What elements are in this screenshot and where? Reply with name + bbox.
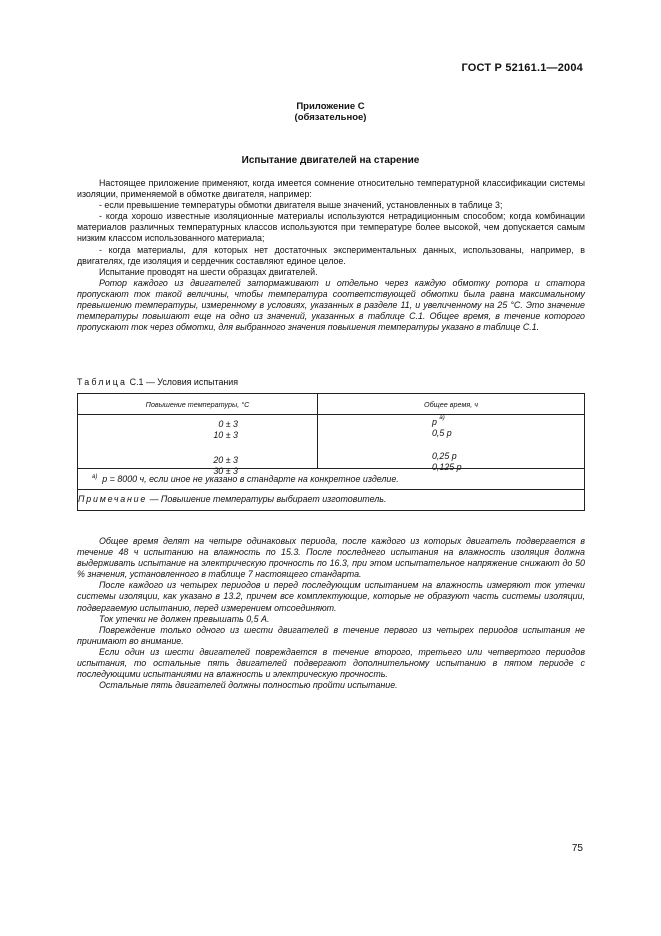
paragraph: Ротор каждого из двигателей затормаживают и отдельно через каждую обмотку ротора и статора пропускают ток такой величины, чтобы температура соответствующей обмотки была равна максимальному превышению температуры, измеренному в условиях, указанных в разделе 11, и увеличенному на 25 °С. Это значение температуры повышают еще на одно из значений, указанных в таблице С.1. Общее время, в течение которого пропускают ток через обмотки, для выбранного значения повышения температуры указано в таблице С.1. [77,277,585,333]
appendix-status: (обязательное) [294,112,367,123]
paragraph: Общее время делят на четыре одинаковых периода, после каждого из которых двигатель подвергается в течение 48 ч испытанию на влажность по 15.3. После последнего испытания на влажность изоляция должна выдерживать испытание на электрическую прочность по 16.3, при этом испытательное напряжение снижают до 50 % значения, установленного в таблице 7 настоящего стандарта. [77,536,585,580]
paragraph: После каждого из четырех периодов и перед последующим испытанием на влажность измеряют ток утечки системы изоляции, как указано в 13.2, причем все комплектующие, которые не образуют часть системы изоляции, подвергаемую испытанию, перед измерением отсоединяют. [77,580,585,613]
table-cell: 0,25 p [432,451,457,461]
paragraph: Если один из шести двигателей повреждается в течение второго, третьего или четвертого периодов испытания, то остальные пять двигателей подвергают дополнительному испытанию в пятом периоде с последующими испытаниями на влажность и электрическую прочность. [77,646,585,680]
table-cell: 10 ± 3 [213,430,238,440]
table-footnote-row [78,468,584,490]
appendix-heading [0,101,661,123]
table-cell-row [432,417,512,428]
paragraph: - когда материалы, для которых нет достаточных экспериментальных данных, использованы, например, в двигателях, где изоляция и сердечник составляют единое целое. [77,244,585,266]
body-text-bottom [77,536,585,691]
footnote-mark: а) [439,415,445,422]
note-text: — Повышение температуры выбирает изготовитель. [147,494,387,504]
time-values [432,417,512,473]
paragraph: Повреждение только одного из шести двигателей в течение первого из четырех периодов испытания не принимают во внимание. [77,624,585,646]
paragraph: Ток утечки не должен превышать 0,5 А. [99,613,270,624]
table-cell: 30 ± 3 [213,466,238,476]
column-header-temperature: Повышение температуры, °С [145,400,250,409]
appendix-title: Приложение С [296,101,365,112]
paragraph: Остальные пять двигателей должны полностью пройти испытание. [99,680,398,691]
table-caption [77,377,238,387]
section-title: Испытание двигателей на старение [241,155,420,166]
paragraph: - когда хорошо известные изоляционные материалы используются нетрадиционным способом; когда комбинации материалов различных температурных классов используются при температуре более высокой, чем допускается самым низким классом использованного материала; [77,211,585,244]
paragraph: Испытание проводят на шести образцах двигателей. [99,266,318,277]
paragraph: Настоящее приложение применяют, когда имеется сомнение относительно температурной классификации системы изоляции, применяемой в обмотке двигателя, например: [77,178,585,200]
table-cell: 20 ± 3 [213,455,238,465]
table-cell: 0,5 p [432,428,452,438]
table-cell: 0,125 p [432,462,462,472]
footnote-mark: а) [92,474,98,481]
table-note-row [78,490,584,510]
table-column-divider [317,394,318,468]
body-text-top [77,178,585,333]
page-number: 75 [571,843,583,854]
paragraph: - если превышение температуры обмотки двигателя выше значений, установленных в таблице 3; [99,200,503,211]
note-prefix: Примечание [78,494,148,504]
table-cell: p [432,417,437,427]
table-caption-prefix: Таблица [77,377,128,387]
standard-code: ГОСТ Р 52161.1—2004 [461,62,583,74]
footnote-text: p = 8000 ч, если иное не указано в стандарте на конкретное изделие. [102,474,399,484]
table-header-row [78,394,584,415]
test-conditions-table [77,393,585,511]
column-header-time: Общее время, ч [424,400,478,409]
table-cell: 0 ± 3 [218,419,238,429]
table-caption-text: С.1 — Условия испытания [127,377,239,387]
